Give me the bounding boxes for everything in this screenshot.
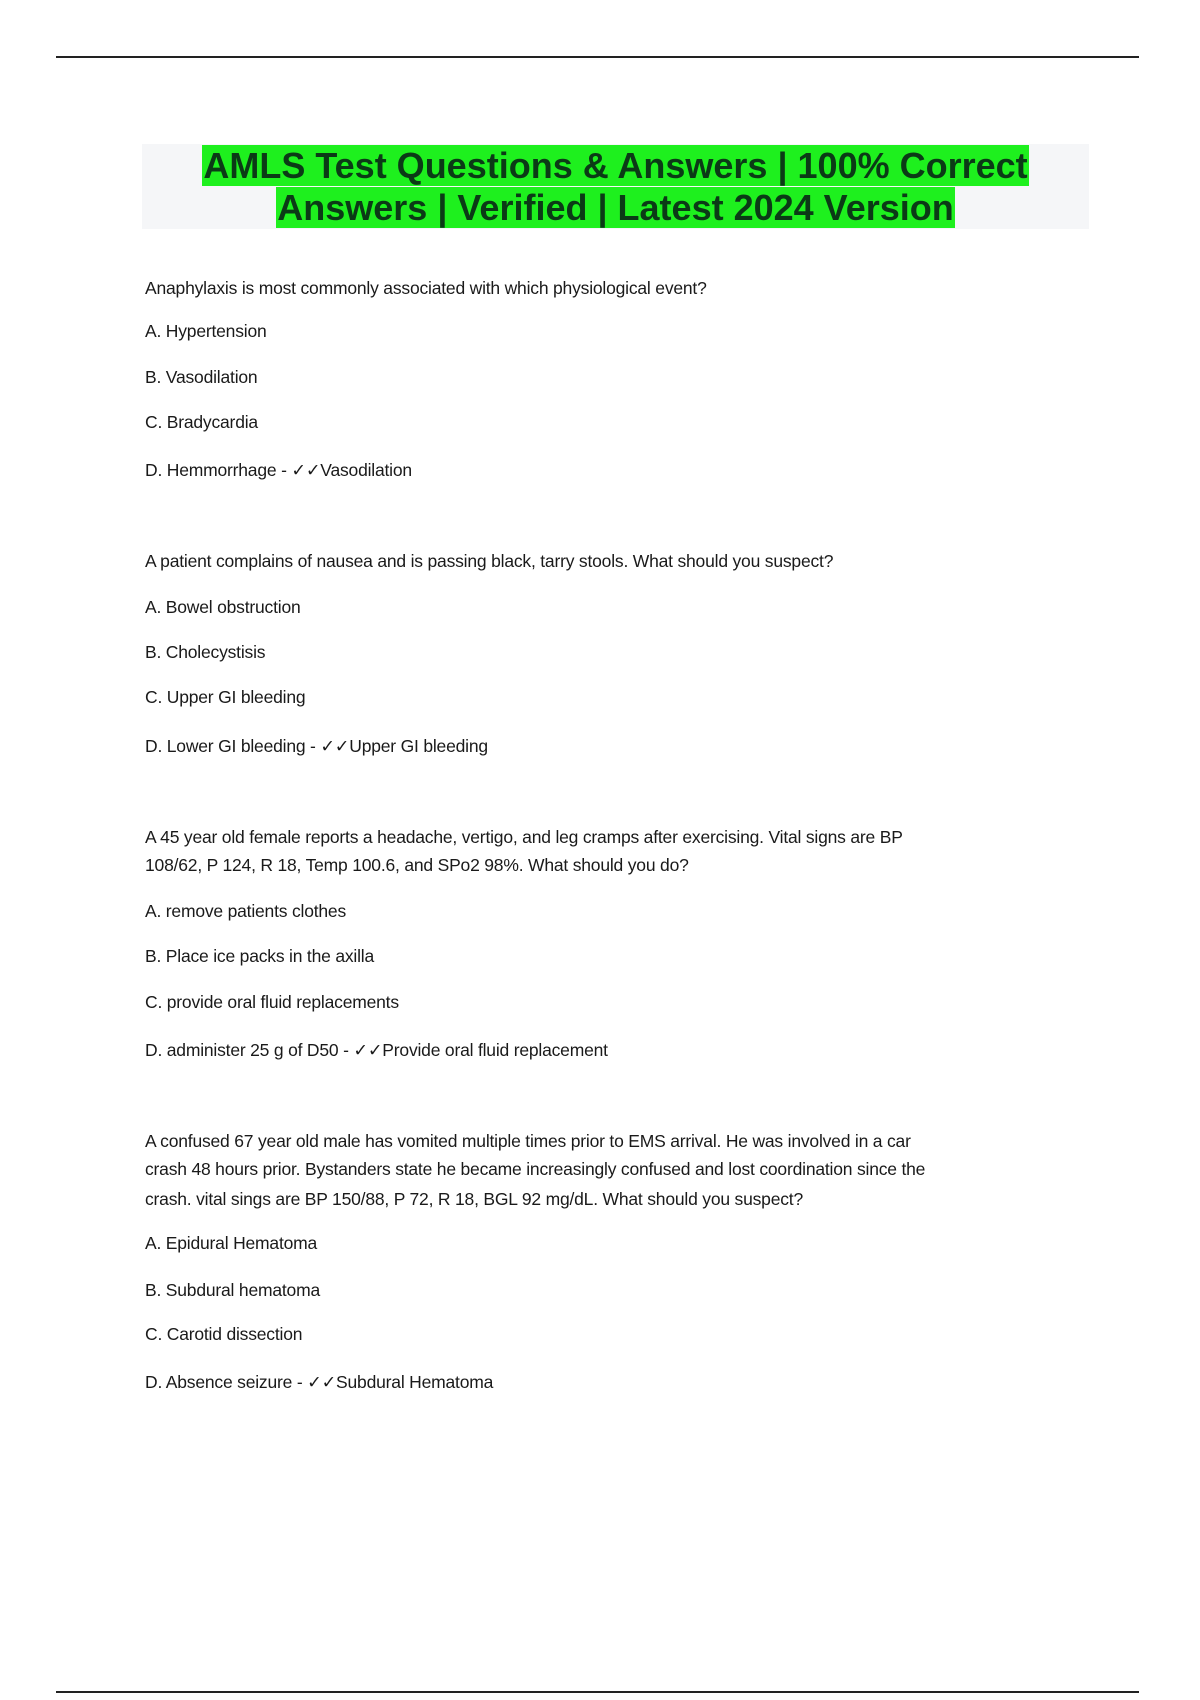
title-line-1 — [142, 146, 1089, 186]
question-3-text-line-2: 108/62, P 124, R 18, Temp 100.6, and SPo2 98%. What should you do? — [145, 855, 689, 875]
question-4-option-c: C. Carotid dissection — [145, 1324, 303, 1344]
question-4-text-line-3: crash. vital sings are BP 150/88, P 72, R 18, BGL 92 mg/dL. What should you suspect? — [145, 1189, 803, 1209]
question-1-option-b: B. Vasodilation — [145, 367, 258, 387]
question-1-text: Anaphylaxis is most commonly associated with which physiological event? — [145, 278, 707, 298]
title-text-2: Answers | Verified | Latest 2024 Version — [277, 187, 954, 228]
question-1-option-d-answer: D. Hemmorrhage - ✓✓Vasodilation — [145, 460, 412, 480]
question-2-option-d-answer: D. Lower GI bleeding - ✓✓Upper GI bleeding — [145, 736, 488, 756]
question-4-option-a: A. Epidural Hematoma — [145, 1233, 318, 1253]
document-title — [142, 144, 1089, 229]
header-rule — [56, 56, 1139, 58]
question-4-option-b: B. Subdural hematoma — [145, 1280, 320, 1300]
question-2-option-a: A. Bowel obstruction — [145, 597, 301, 617]
question-2-option-c: C. Upper GI bleeding — [145, 687, 306, 707]
question-3-option-c: C. provide oral fluid replacements — [145, 992, 399, 1012]
question-4-option-d-answer: D. Absence seizure - ✓✓Subdural Hematoma — [145, 1372, 494, 1392]
title-line-2 — [142, 188, 1089, 228]
question-4-text-line-2: crash 48 hours prior. Bystanders state he became increasingly confused and lost coordination since the — [145, 1159, 926, 1179]
question-3-text-line-1: A 45 year old female reports a headache, vertigo, and leg cramps after exercising. Vital signs are BP — [145, 827, 903, 847]
question-1-option-a: A. Hypertension — [145, 321, 267, 341]
question-2-text: A patient complains of nausea and is passing black, tarry stools. What should you suspect? — [145, 551, 834, 571]
question-3-option-b: B. Place ice packs in the axilla — [145, 946, 374, 966]
question-4-text-line-1: A confused 67 year old male has vomited multiple times prior to EMS arrival. He was involved in a car — [145, 1131, 911, 1151]
question-3-option-a: A. remove patients clothes — [145, 901, 347, 921]
question-2-option-b: B. Cholecystisis — [145, 642, 266, 662]
question-1-option-c: C. Bradycardia — [145, 412, 258, 432]
question-3-option-d-answer: D. administer 25 g of D50 - ✓✓Provide oral fluid replacement — [145, 1040, 608, 1060]
footer-rule — [56, 1691, 1139, 1693]
title-text-1: AMLS Test Questions & Answers | 100% Correct — [203, 145, 1028, 186]
